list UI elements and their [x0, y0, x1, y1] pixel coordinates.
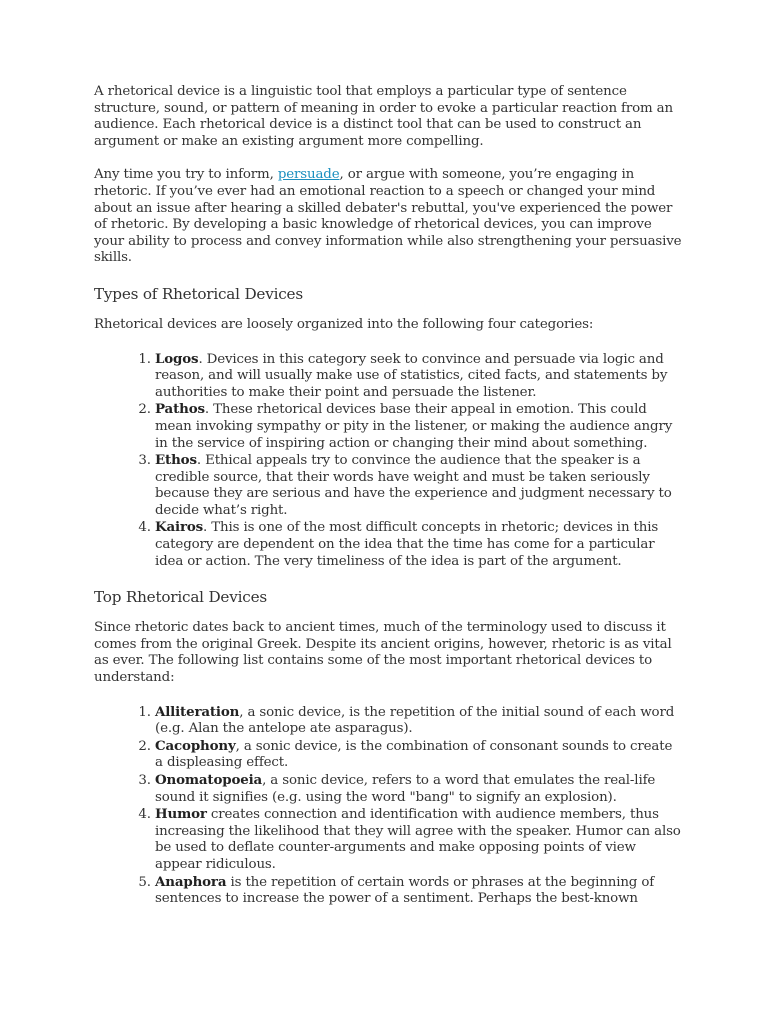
definition-anaphora: is the repetition of certain words or phrases at the beginning of sentences to increase the power of a sentiment. Perhaps the best-known [155, 874, 655, 907]
definition-logos: . Devices in this category seek to convince and persuade via logic and reason, and will usually make use of statistics, cited facts, and statements by authorities to make their point and persuade the listener. [155, 351, 668, 400]
definition-onomatopoeia: , a sonic device, refers to a word that emulates the real-life sound it signifies (e.g. using the word "bang" to signify an explosion). [155, 773, 656, 805]
persuade-link[interactable]: persuade [277, 167, 340, 183]
types-lead-paragraph: Rhetorical devices are loosely organized into the following four categories: [94, 316, 594, 332]
definition-cacophony: , a sonic device, is the combination of consonant sounds to create a displeasing effect. [155, 738, 673, 771]
document-page [94, 84, 684, 925]
term-onomatopoeia: Onomatopoeia [155, 772, 263, 788]
top-devices-heading: Top Rhetorical Devices [94, 588, 267, 607]
list-item-pathos [155, 401, 684, 452]
definition-humor: creates connection and identification with audience members, thus increasing the likelihood that they will agree with the speaker. Humor can also be used to deflate counter-arguments and make opposing points of view appear ridiculous. [155, 807, 681, 872]
list-item-anaphora [155, 874, 684, 908]
list-item-onomatopoeia [155, 772, 684, 806]
term-humor: Humor [155, 806, 207, 823]
term-ethos: Ethos [155, 452, 197, 469]
term-cacophony: Cacophony [155, 737, 236, 754]
list-item-ethos [155, 452, 684, 519]
definition-ethos: . Ethical appeals try to convince the audience that the speaker is a credible source, that their words have weight and must be taken seriously because they are serious and have the experience and judgment necessary to decide what’s right. [155, 453, 672, 518]
term-logos: Logos [155, 350, 199, 367]
term-alliteration: Alliteration [155, 703, 240, 720]
types-heading: Types of Rhetorical Devices [94, 284, 303, 303]
list-item-logos [155, 351, 684, 402]
intro-paragraph-1: A rhetorical device is a linguistic tool that employs a particular type of sentence structure, sound, or pattern of meaning in order to evoke a particular reaction from an audience. Each rhetorical device is a distinct tool that can be used to construct an argument or make an existing argument more compelling. [94, 84, 673, 149]
list-item-humor [155, 806, 684, 873]
definition-kairos: . This is one of the most difficult concepts in rhetoric; devices in this category are dependent on the idea that the time has come for a particular idea or action. The very timeliness of the idea is part of the argument. [155, 520, 659, 569]
top-devices-lead-paragraph: Since rhetoric dates back to ancient times, much of the terminology used to discuss it comes from the original Greek. Despite its ancient origins, however, rhetoric is as vital as ever. The following list contains some of the most important rhetorical devices to understand: [94, 620, 672, 686]
types-list [94, 351, 684, 571]
term-pathos: Pathos [155, 401, 205, 418]
term-kairos: Kairos [155, 519, 204, 536]
definition-pathos: . These rhetorical devices base their appeal in emotion. This could mean invoking sympathy or pity in the listener, or making the audience angry in the service of inspiring action or changing their mind about something. [155, 402, 673, 451]
definition-alliteration: , a sonic device, is the repetition of the initial sound of each word (e.g. Alan the antelope ate asparagus). [155, 704, 675, 737]
top-devices-list [94, 704, 684, 908]
intro-paragraph-2-rest: , or argue with someone, you’re engaging in rhetoric. If you’ve ever had an emotional reaction to a speech or changed your mind about an issue after hearing a skilled debater's rebuttal, you've experienced the power of rhetoric. By developing a basic knowledge of rhetorical devices, you can improve your ability to process and convey information while also strengthening your persuasive skills. [94, 167, 682, 266]
term-anaphora: Anaphora [155, 873, 227, 890]
intro-paragraph-2-start: Any time you try to inform, [94, 167, 278, 183]
list-item-kairos [155, 519, 684, 570]
list-item-cacophony [155, 738, 684, 772]
list-item-alliteration [155, 704, 684, 738]
intro-paragraph-2 [94, 167, 684, 267]
